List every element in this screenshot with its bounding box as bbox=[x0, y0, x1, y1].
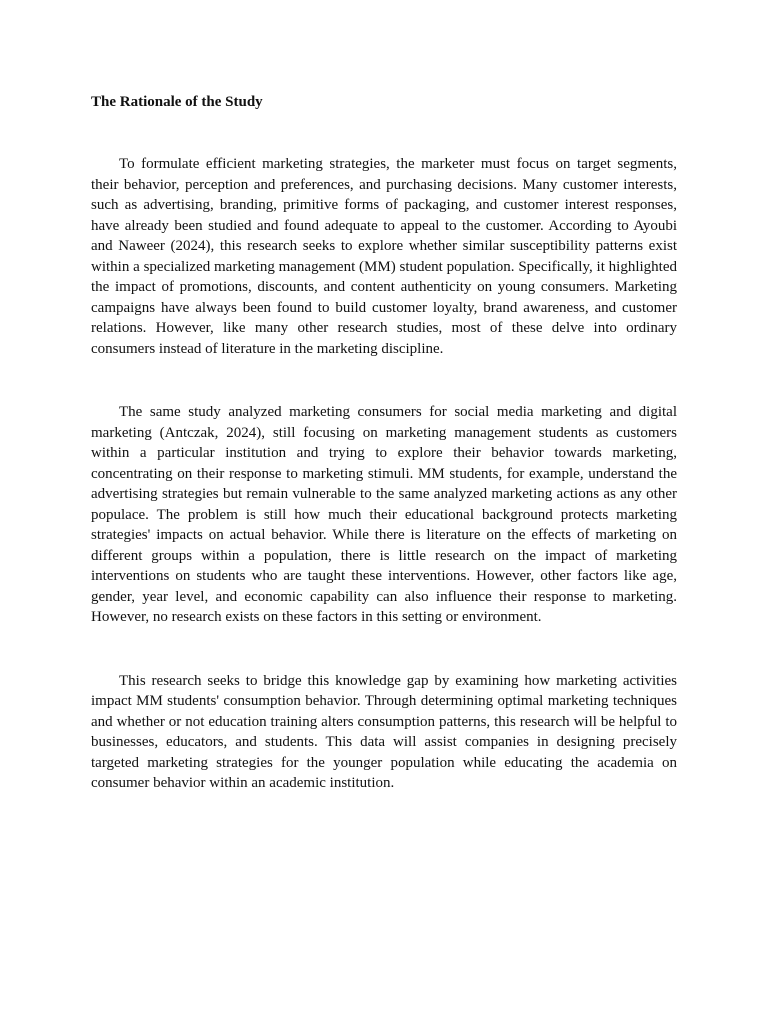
section-heading: The Rationale of the Study bbox=[91, 94, 263, 110]
document-body bbox=[91, 92, 677, 794]
paragraph-2: The same study analyzed marketing consumers for social media marketing and digital marketing (Antczak, 2024), still focusing on marketing management students as customers within a particular institution and trying to explore their behavior towards marketing, concentrating on their response to marketing stimuli. MM students, for example, understand the advertising strategies but remain vulnerable to the same analyzed marketing actions as any other populace. The problem is still how much their educational background protects marketing strategies' impacts on actual behavior. While there is literature on the effects of marketing on different groups within a population, there is little research on the impact of marketing interventions on students who are taught these interventions. However, other factors like age, gender, year level, and economic capability can also influence their response to marketing. However, no research exists on these factors in this setting or environment. bbox=[91, 404, 677, 625]
paragraph-1: To formulate efficient marketing strategies, the marketer must focus on target segments, their behavior, perception and preferences, and purchasing decisions. Many customer interests, such as advertising, branding, primitive forms of packaging, and customer interest responses, have already been studied and found adequate to appeal to the customer. According to Ayoubi and Naweer (2024), this research seeks to explore whether similar susceptibility patterns exist within a specialized marketing management (MM) student population. Specifically, it highlighted the impact of promotions, discounts, and content authenticity on young consumers. Marketing campaigns have always been found to build customer loyalty, brand awareness, and customer relations. However, like many other research studies, most of these delve into ordinary consumers instead of literature in the marketing discipline. bbox=[91, 156, 677, 357]
paragraph-3: This research seeks to bridge this knowledge gap by examining how marketing activities impact MM students' consumption behavior. Through determining optimal marketing techniques and whether or not education training alters consumption patterns, this research will be helpful to businesses, educators, and students. This data will assist companies in designing precisely targeted marketing strategies for the younger population while educating the academia on consumer behavior within an academic institution. bbox=[91, 672, 677, 791]
